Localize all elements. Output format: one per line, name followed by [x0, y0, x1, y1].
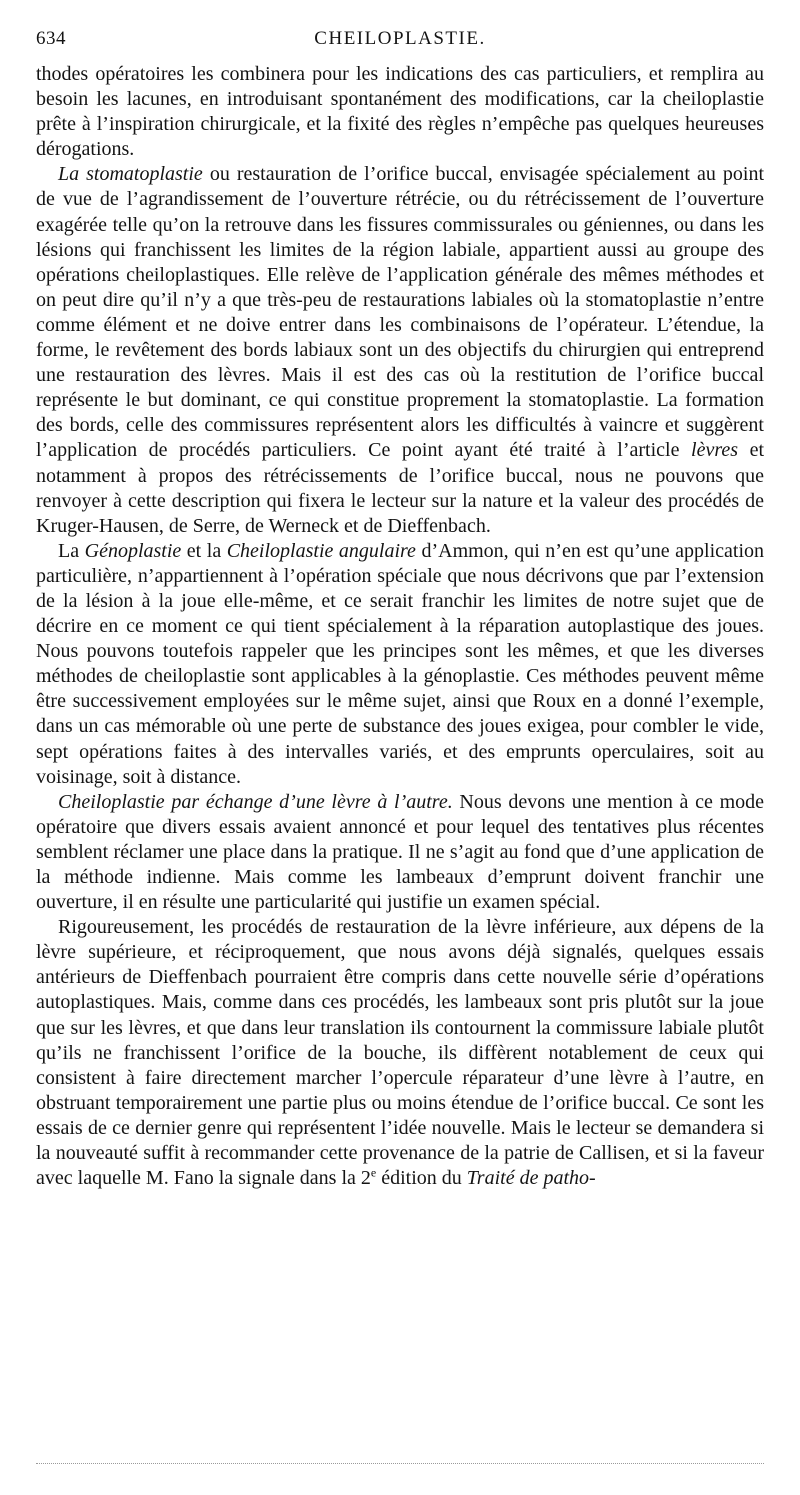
italic-text: lèvres — [691, 439, 739, 462]
text-run: et la — [181, 539, 227, 562]
italic-text: Génoplastie — [84, 539, 182, 562]
paragraph — [36, 915, 764, 1191]
text-run: Nous devons une mention à ce mode opératoire que divers essais avaient annoncé et pour lequel des tentatives plus récentes semblent réclamer une place dans la pratique. Il ne s’agit au fond que d’une application de la méthode indienne. Mais comme les lambeaux d’emprunt doivent franchir une ouverture, il en résulte une particularité qui justifie un examen spécial. — [36, 790, 765, 914]
page-header — [36, 28, 764, 62]
italic-text: Cheiloplastie par échange d’une lèvre à l’autre. — [58, 790, 453, 813]
italic-text: Traité de patho- — [466, 1167, 596, 1190]
paragraph — [36, 539, 764, 790]
paragraph — [36, 790, 764, 915]
book-page — [36, 28, 764, 1191]
paragraph — [36, 162, 764, 538]
page-number: 634 — [36, 28, 66, 49]
footer-rule — [36, 1463, 764, 1464]
paragraph — [36, 62, 764, 162]
body-text — [36, 62, 764, 1191]
text-run: La — [58, 539, 85, 562]
superscript: e — [370, 1165, 377, 1180]
text-run: d’Ammon, qui n’en est qu’une application particulière, n’appartiennent à l’opération spéciale que nous décrivons que par l’extension de la lésion à la joue elle-même, et ce serait franchir les limites de notre sujet que de décrire en ce moment ce qui tient spécialement à la réparation autoplastique des joues. Nous pouvons toutefois rappeler que les principes sont les mêmes, et que les diverses méthodes de cheiloplastie sont applicables à la génoplastie. Ces méthodes peuvent même être successivement employées sur le même sujet, ainsi que Roux en a donné l’exemple, dans un cas mémorable où une perte de substance des joues exigea, pour combler le vide, sept opérations faites à des intervalles variés, et des emprunts operculaires, soit au voisinage, soit à distance. — [36, 539, 764, 788]
italic-text: La stomatoplastie — [58, 163, 203, 186]
running-title: CHEILOPLASTIE. — [314, 28, 486, 49]
text-run: et notamment à propos des rétrécissements de l’orifice buccal, nous ne pouvons que renvoyer à cette description qui fixera le lecteur sur la nature et la valeur des procédés de Kruger-Hausen, de Serre, de Werneck et de Dieffenbach. — [36, 439, 765, 537]
italic-text: Cheiloplastie angulaire — [226, 539, 416, 562]
text-run: thodes opératoires les combinera pour les indications des cas particuliers, et remplira au besoin les lacunes, en introduisant spontanément des modifications, car la cheiloplastie prête à l’inspiration chirurgicale, et la fixité des règles n’empêche pas quelques heureuses dérogations. — [36, 63, 764, 161]
text-run: édition du — [376, 1167, 467, 1190]
text-run: ou restauration de l’orifice buccal, envisagée spécialement au point de vue de l’agrandissement de l’ouverture rétrécie, ou du rétrécissement de l’ouverture exagérée telle qu’on la retrouve dans les fissures commissurales ou géniennes, ou dans les lésions qui franchissent les limites de la région labiale, appartient aussi au groupe des opérations cheiloplastiques. Elle relève de l’application générale des mêmes méthodes et on peut dire qu’il n’y a que très-peu de restaurations labiales où la stomatoplastie n’entre comme élément et ne doive entrer dans les combinaisons de l’opérateur. L’étendue, la forme, le revêtement des bords labiaux sont un des objectifs du chirurgien qui entreprend une restauration des lèvres. Mais il est des cas où la restitution de l’orifice buccal représente le but dominant, ce qui constitue proprement la stomatoplastie. La formation des bords, celle des commissures représentent alors les difficultés à vaincre et suggèrent l’application de procédés particuliers. Ce point ayant été traité à l’article — [36, 163, 765, 462]
text-run: Rigoureusement, les procédés de restauration de la lèvre inférieure, aux dépens de la lèvre supérieure, et réciproquement, que nous avons déjà signalés, quelques essais antérieurs de Dieffenbach pourraient être compris dans cette nouvelle série d’opérations autoplastiques. Mais, comme dans ces procédés, les lambeaux sont pris plutôt sur la joue que sur les lèvres, et que dans leur translation ils contournent la commissure labiale plutôt qu’ils ne franchissent l’orifice de la bouche, ils diffèrent notablement de ceux qui consistent à faire directement marcher l’opercule réparateur d’une lèvre à l’autre, en obstruant temporairement une partie plus ou moins étendue de l’orifice buccal. Ce sont les essais de ce dernier genre qui représentent l’idée nouvelle. Mais le lecteur se demandera si la nouveauté suffit à recommander cette provenance de la patrie de Callisen, et si la faveur avec laquelle M. Fano la signale dans la 2 — [36, 916, 764, 1190]
